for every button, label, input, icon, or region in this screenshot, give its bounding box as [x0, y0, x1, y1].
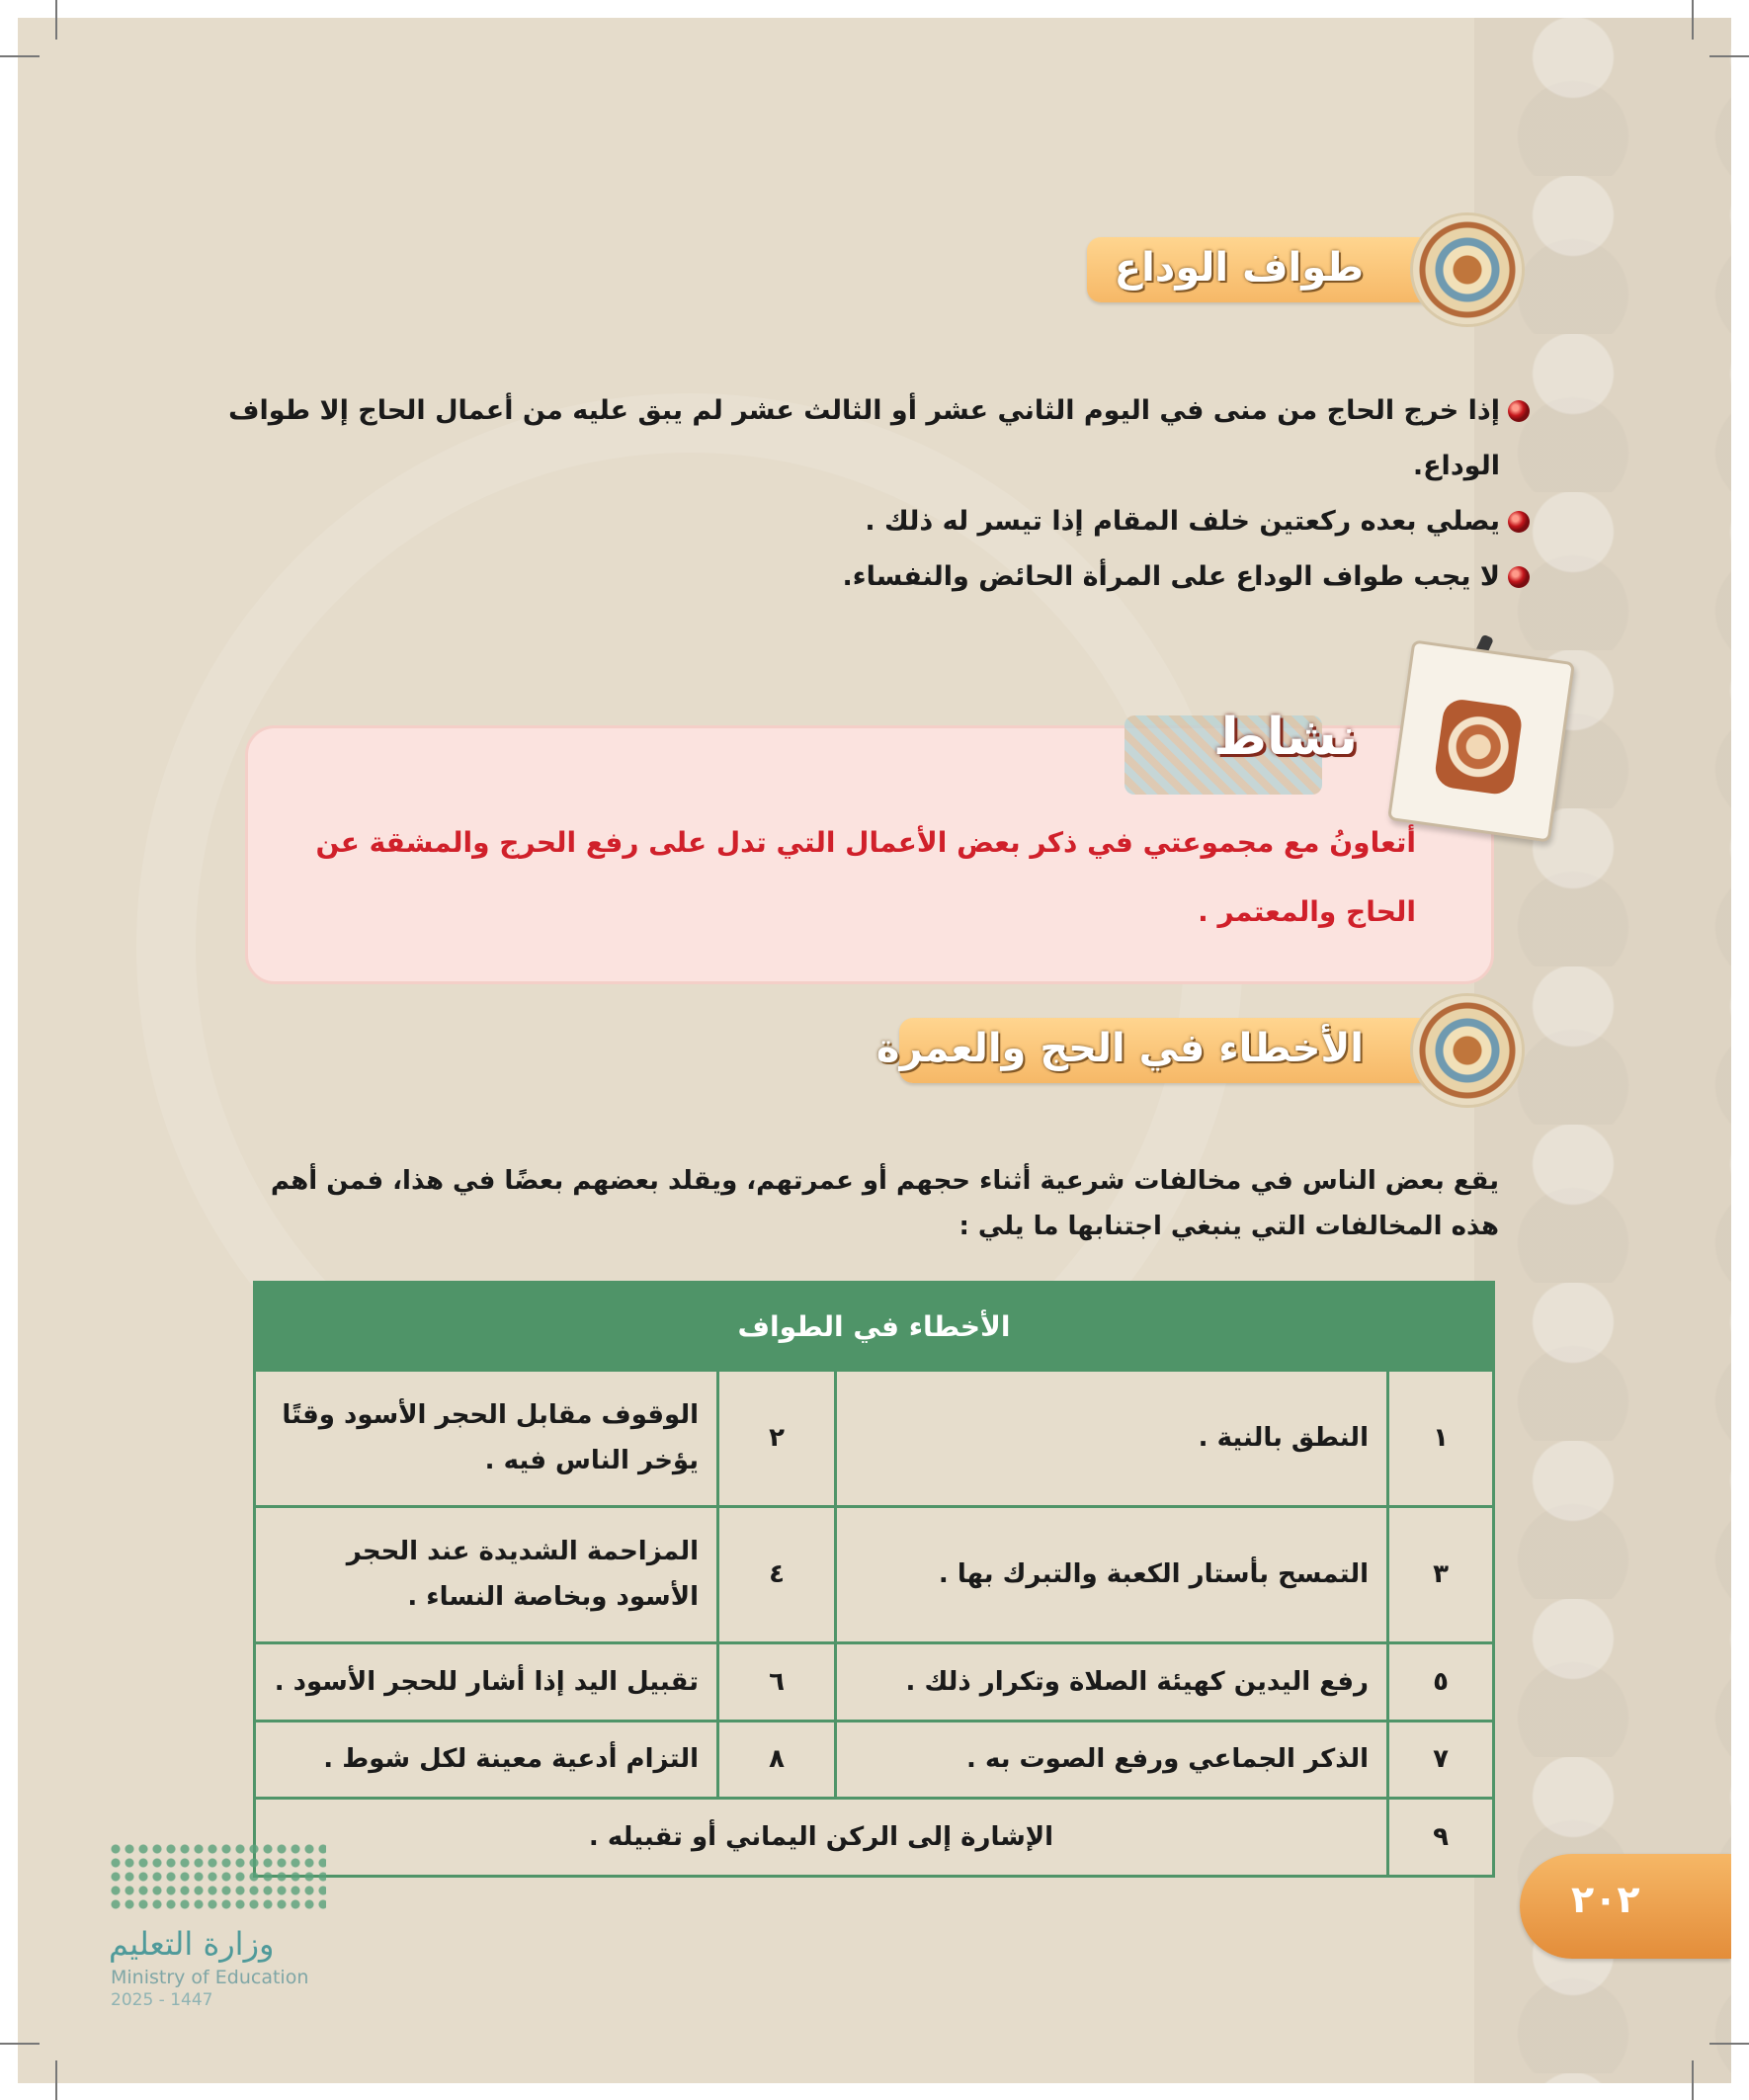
row-number: ١	[1388, 1371, 1494, 1507]
ministry-arabic-name: وزارة التعليم	[109, 1925, 275, 1963]
textbook-page	[18, 18, 1731, 2083]
row-number: ٢	[718, 1371, 836, 1507]
bullet-dot-icon	[1508, 566, 1530, 588]
list-item: لا يجب طواف الوداع على المرأة الحائض والنفساء.	[215, 549, 1526, 605]
table-header: الأخطاء في الطواف	[255, 1283, 1494, 1371]
crop-mark	[0, 2043, 40, 2045]
row-number: ٩	[1388, 1799, 1494, 1877]
crop-mark	[1709, 2043, 1749, 2045]
row-number: ٥	[1388, 1642, 1494, 1721]
crop-mark	[1709, 55, 1749, 57]
table-cell: التزام أدعية معينة لكل شوط .	[255, 1721, 718, 1799]
table-header-row	[255, 1283, 1494, 1371]
table-row	[255, 1506, 1494, 1642]
tawaf-mistakes-table	[253, 1281, 1495, 1878]
row-number: ٦	[718, 1642, 836, 1721]
list-item: يصلي بعده ركعتين خلف المقام إذا تيسر له ذلك .	[215, 494, 1526, 549]
row-number: ٨	[718, 1721, 836, 1799]
table-cell: الذكر الجماعي ورفع الصوت به .	[836, 1721, 1388, 1799]
notebook-emblem	[1433, 698, 1524, 797]
section-title: طواف الوداع	[1114, 245, 1364, 291]
table-row	[255, 1642, 1494, 1721]
row-number: ٧	[1388, 1721, 1494, 1799]
crop-mark	[55, 2060, 57, 2100]
table-row	[255, 1721, 1494, 1799]
table-cell: الإشارة إلى الركن اليماني أو تقبيله .	[255, 1799, 1388, 1877]
section-title: الأخطاء في الحج والعمرة	[875, 1026, 1364, 1071]
table-cell: رفع اليدين كهيئة الصلاة وتكرار ذلك .	[836, 1642, 1388, 1721]
table-cell: المزاحمة الشديدة عند الحجر الأسود وبخاصة النساء .	[255, 1506, 718, 1642]
activity-text: أتعاونُ مع مجموعتي في ذكر بعض الأعمال التي تدل على رفع الحرج والمشقة عن الحاج والمعتمر .	[315, 826, 1416, 928]
ministry-dots-icon	[109, 1842, 326, 1911]
row-number: ٣	[1388, 1506, 1494, 1642]
crop-mark	[0, 55, 40, 57]
list-item: إذا خرج الحاج من منى في اليوم الثاني عشر أو الثالث عشر لم يبق عليه من أعمال الحاج إلا طواف الوداع.	[215, 383, 1526, 494]
bullet-dot-icon	[1508, 400, 1530, 422]
ministry-year: 2025 - 1447	[111, 1990, 213, 2010]
page-number: ٢٠٢	[1571, 1878, 1640, 1921]
crop-mark	[1692, 2060, 1694, 2100]
ministry-logo	[109, 1842, 326, 2020]
table-cell: النطق بالنية .	[836, 1371, 1388, 1507]
ministry-english-name: Ministry of Education	[111, 1967, 309, 1988]
table-row	[255, 1371, 1494, 1507]
table-row	[255, 1799, 1494, 1877]
intro-paragraph: يقع بعض الناس في مخالفات شرعية أثناء حجهم أو عمرتهم، ويقلد بعضهم بعضًا في هذا، فمن أهم هذه المخالفات التي ينبغي اجتنابها ما يلي :	[270, 1166, 1499, 1241]
rosette-icon	[1413, 996, 1522, 1105]
bullet-dot-icon	[1508, 511, 1530, 533]
crop-mark	[55, 0, 57, 40]
table-cell: الوقوف مقابل الحجر الأسود وقتًا يؤخر الناس فيه .	[255, 1371, 718, 1507]
crop-mark	[1692, 0, 1694, 40]
rosette-icon	[1413, 215, 1522, 324]
table-cell: التمسح بأستار الكعبة والتبرك بها .	[836, 1506, 1388, 1642]
section-header-mistakes	[875, 1018, 1482, 1083]
table-cell: تقبيل اليد إذا أشار للحجر الأسود .	[255, 1642, 718, 1721]
farewell-tawaf-list	[215, 383, 1526, 605]
activity-label: نشاط	[1115, 702, 1401, 810]
row-number: ٤	[718, 1506, 836, 1642]
